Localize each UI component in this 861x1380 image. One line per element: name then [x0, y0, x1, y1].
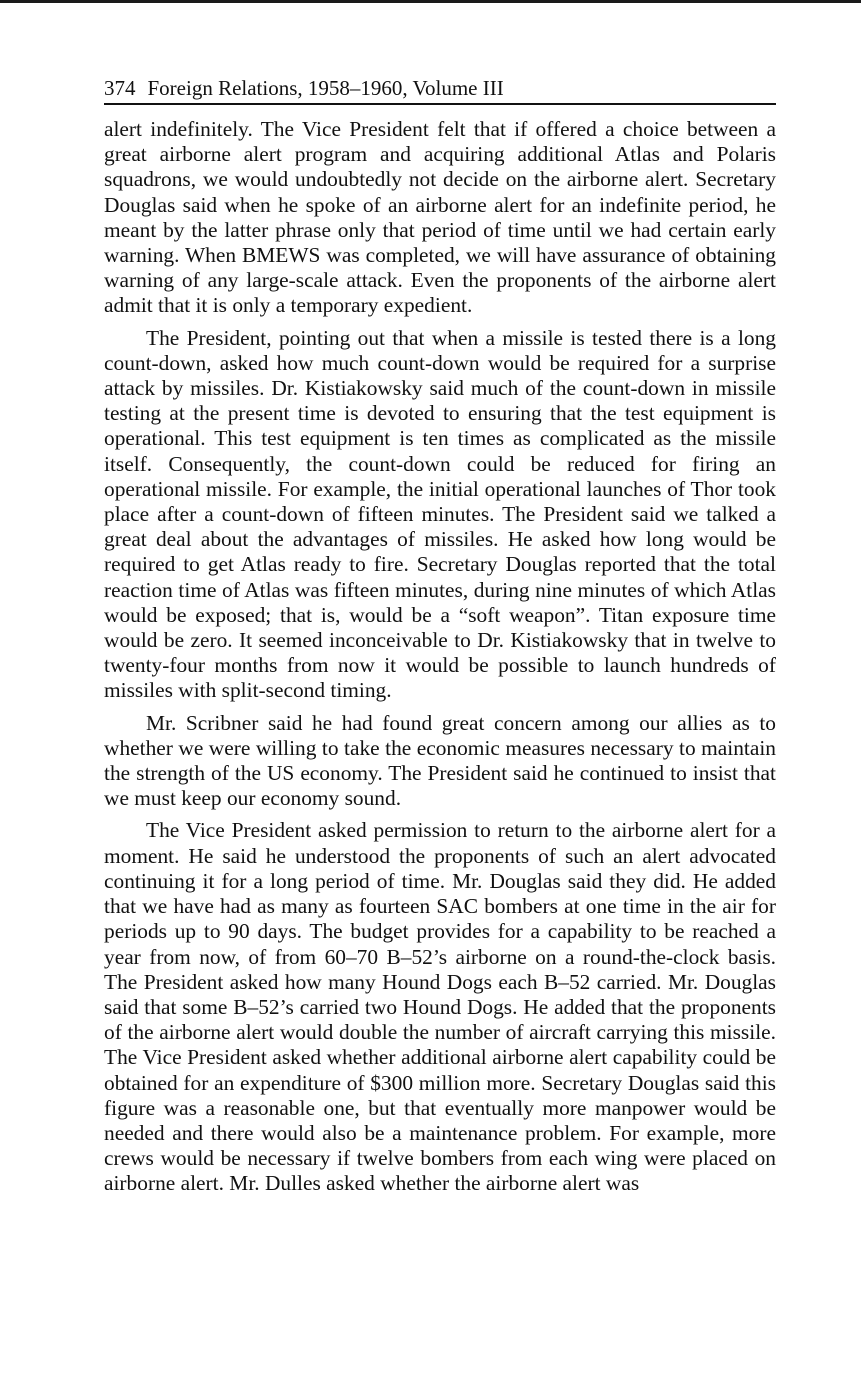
running-header: [104, 74, 776, 105]
page-number: 374: [104, 76, 136, 100]
top-border-rule: [0, 0, 861, 3]
publication-title: Foreign Relations, 1958–1960, Volume III: [147, 76, 504, 100]
paragraph: Mr. Scribner said he had found great concern among our allies as to whether we were willing to take the economic measures necessary to maintain the strength of the US economy. The President said he continued to insist that we must keep our economy sound.: [104, 710, 776, 811]
paragraph: The President, pointing out that when a missile is tested there is a long count-down, asked how much count-down would be required for a surprise attack by missiles. Dr. Kistiakowsky said much of the count-down in missile testing at the present time is devoted to ensuring that the test equipment is operational. This test equipment is ten times as complicated as the missile itself. Consequently, the count-down could be reduced for firing an operational missile. For example, the initial operational launches of Thor took place after a count-down of fifteen minutes. The President said we talked a great deal about the advantages of missiles. He asked how long would be required to get Atlas ready to fire. Secretary Douglas reported that the total reaction time of Atlas was fifteen minutes, during nine minutes of which Atlas would be exposed; that is, would be a “soft weapon”. Titan exposure time would be zero. It seemed inconceivable to Dr. Kistiakowsky that in twelve to twenty-four months from now it would be possible to launch hundreds of missiles with split-second timing.: [104, 325, 776, 703]
body-text: [104, 117, 776, 1197]
document-page: [104, 74, 776, 1204]
paragraph-continued: alert indefinitely. The Vice President felt that if offered a choice between a great airborne alert program and acquiring additional Atlas and Polaris squadrons, we would undoubtedly not decide on the airborne alert. Secretary Douglas said when he spoke of an airborne alert for an indefinite period, he meant by the latter phrase only that period of time until we had certain early warning. When BMEWS was completed, we will have assurance of obtaining warning of any large-scale attack. Even the proponents of the airborne alert admit that it is only a temporary expedient.: [104, 117, 776, 318]
paragraph: The Vice President asked permission to return to the airborne alert for a moment. He said he understood the proponents of such an alert advocated continuing it for a long period of time. Mr. Douglas said they did. He added that we have had as many as fourteen SAC bombers at one time in the air for periods up to 90 days. The budget provides for a capability to be reached a year from now, of from 60–70 B–52’s airborne on a round-the-clock basis. The President asked how many Hound Dogs each B–52 carried. Mr. Douglas said that some B–52’s carried two Hound Dogs. He added that the proponents of the airborne alert would double the number of aircraft carrying this missile. The Vice President asked whether additional airborne alert capability could be obtained for an expenditure of $300 million more. Secretary Douglas said this figure was a reasonable one, but that eventually more manpower would be needed and there would also be a maintenance problem. For example, more crews would be necessary if twelve bombers from each wing were placed on airborne alert. Mr. Dulles asked whether the airborne alert was: [104, 818, 776, 1196]
